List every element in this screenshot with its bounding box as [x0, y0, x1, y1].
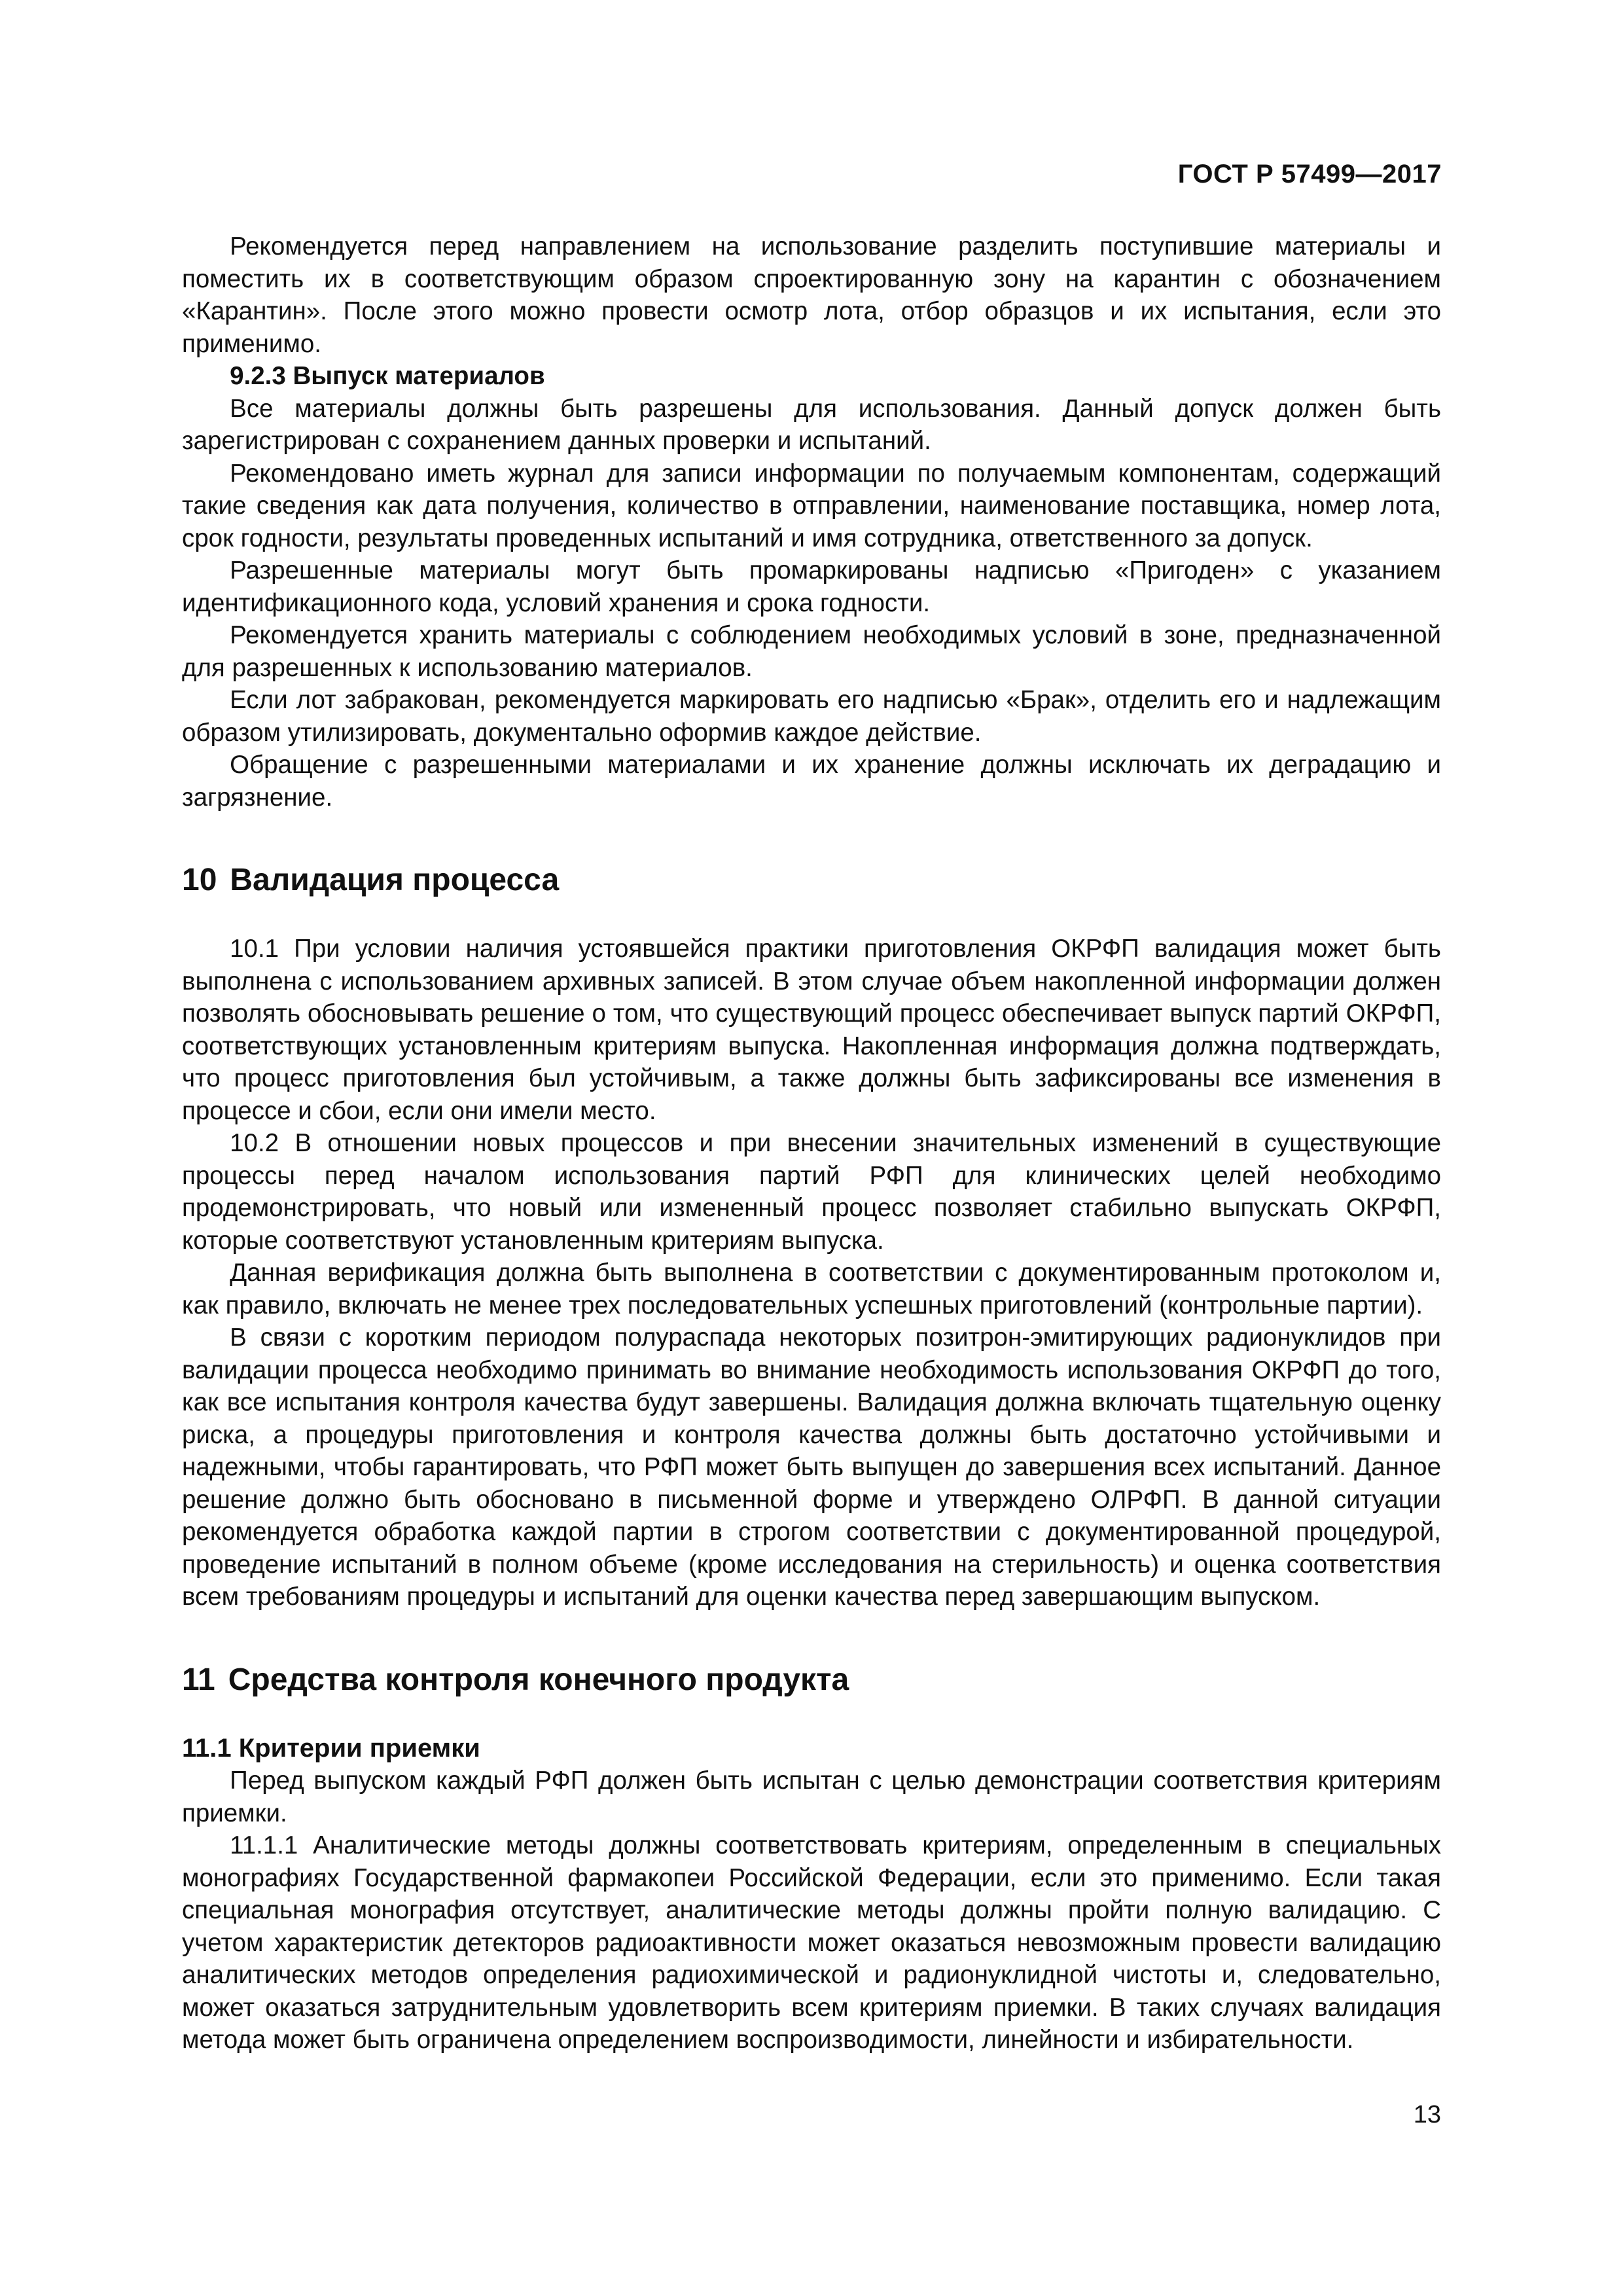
- page-content: [182, 230, 1441, 2056]
- paragraph-10-1: 10.1 При условии наличия устоявшейся практики приготовления ОКРФП валидация может быть выполнена с использованием архивных записей. В этом случае объем накопленной информации должен позволять обосновывать решение о том, что существующий процесс обеспечивает выпуск партий ОКРФП, соответствующих установленным критериям выпуска. Накопленная информация должна подтверждать, что процесс приготовления был устойчивым, а также должны быть зафиксированы все изменения в процессе и сбои, если они имели место.: [182, 935, 1441, 1125]
- paragraph-journal: Рекомендовано иметь журнал для записи информации по получаемым компонентам, содержащий такие сведения как дата получения, количество в отправлении, наименование поставщика, номер лота, срок годности, результаты проведенных испытаний и имя сотрудника, ответственного за допуск.: [182, 459, 1441, 552]
- section-heading-11: [182, 1660, 1441, 1700]
- paragraph-materials-approval: Все материалы должны быть разрешены для использования. Данный допуск должен быть зарегистрирован с сохранением данных проверки и испытаний.: [182, 394, 1441, 455]
- paragraph-labeling: Разрешенные материалы могут быть промаркированы надписью «Пригоден» с указанием идентификационного кода, условий хранения и срока годности.: [182, 556, 1441, 617]
- section-title: Средства контроля конечного продукта: [228, 1662, 849, 1697]
- paragraph-half-life: В связи с коротким периодом полураспада некоторых позитрон-эмитирующих радионуклидов при валидации процесса необходимо принимать во внимание необходимость использования ОКРФП до того, как все испытания контроля качества будут завершены. Валидация должна включать тщательную оценку риска, а процедуры приготовления и контроля качества должны быть достаточно устойчивыми и надежными, чтобы гарантировать, что РФП может быть выпущен до завершения всех испытаний. Данное решение должно быть обосновано в письменной форме и утверждено ОЛРФП. В данной ситуации рекомендуется обработка каждой партии в строгом соответствии с документированной процедурой, проведение испытаний в полном объеме (кроме исследования на стерильность) и оценка соответствия всем требованиям процедуры и испытаний для оценки качества перед завершающим выпуском.: [182, 1323, 1441, 1611]
- paragraph-rejected-lot: Если лот забракован, рекомендуется маркировать его надписью «Брак», отделить его и надлежащим образом утилизировать, документально оформив каждое действие.: [182, 686, 1441, 747]
- section-number: 10: [182, 863, 217, 897]
- paragraph-acceptance: Перед выпуском каждый РФП должен быть испытан с целью демонстрации соответствия критериям приемки.: [182, 1767, 1441, 1827]
- paragraph-verification: Данная верификация должна быть выполнена в соответствии с документированным протоколом и, как правило, включать не менее трех последовательных успешных приготовлений (контрольные партии).: [182, 1259, 1441, 1319]
- paragraph-handling: Обращение с разрешенными материалами и их хранение должны исключать их деградацию и загрязнение.: [182, 751, 1441, 812]
- subsection-heading-9-2-3: 9.2.3 Выпуск материалов: [230, 362, 545, 390]
- section-heading-10: [182, 861, 1441, 900]
- paragraph-11-1-1: 11.1.1 Аналитические методы должны соответствовать критериям, определенным в специальных монографиях Государственной фармакопеи Российской Федерации, если это применимо. Если такая специальная монография отсутствует, аналитические методы должны пройти полную валидацию. С учетом характеристик детекторов радиоактивности может оказаться невозможным провести валидацию аналитических методов определения радиохимической и радионуклидной чистоты и, следовательно, может оказаться затруднительным удовлетворить всем критериям приемки. В таких случаях валидация метода может быть ограничена определением воспроизводимости, линейности и избирательности.: [182, 1831, 1441, 2054]
- section-title: Валидация процесса: [230, 863, 560, 897]
- document-id-header: ГОСТ Р 57499—2017: [1177, 160, 1442, 188]
- paragraph-quarantine: Рекомендуется перед направлением на использование разделить поступившие материалы и поместить их в соответствующим образом спроектированную зону на карантин с обозначением «Карантин». После этого можно провести осмотр лота, отбор образцов и их испытания, если это применимо.: [182, 232, 1441, 358]
- paragraph-10-2: 10.2 В отношении новых процессов и при внесении значительных изменений в существующие процессы перед началом использования партий РФП для клинических целей необходимо продемонстрировать, что новый или измененный процесс позволяет стабильно выпускать ОКРФП, которые соответствуют установленным критериям выпуска.: [182, 1129, 1441, 1255]
- subsection-heading-11-1: 11.1 Критерии приемки: [182, 1733, 480, 1763]
- page-number: 13: [1413, 2101, 1441, 2128]
- paragraph-storage: Рекомендуется хранить материалы с соблюдением необходимых условий в зоне, предназначенной для разрешенных к использованию материалов.: [182, 621, 1441, 682]
- section-number: 11: [182, 1662, 215, 1697]
